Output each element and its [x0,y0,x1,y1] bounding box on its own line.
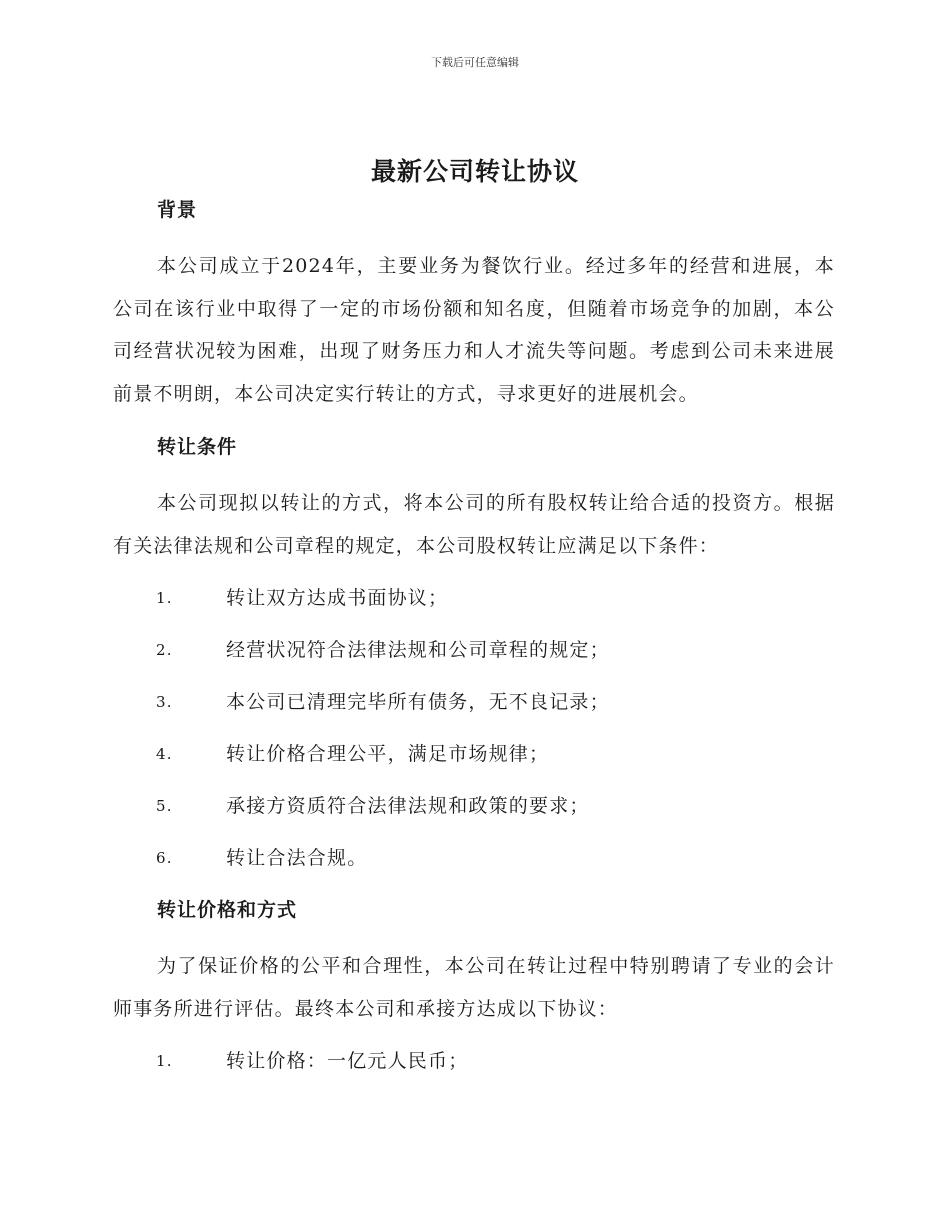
list-number: 3. [156,693,173,711]
list-text: 本公司已清理完毕所有债务，无不良记录； [226,691,610,713]
list-text: 转让价格合理公平，满足市场规律； [226,743,550,765]
list-item [113,843,835,895]
list-number: 2. [156,641,173,659]
list-number: 6. [156,849,173,867]
list-item [113,791,835,843]
list-text: 转让双方达成书面协议； [226,587,449,609]
section-heading: 背景 [157,199,198,221]
section-heading: 转让价格和方式 [157,899,298,921]
section-conditions [113,432,835,895]
list-number: 1. [156,1052,173,1070]
price-terms-list [113,1046,835,1098]
section-heading: 转让条件 [157,436,238,458]
list-number: 1. [156,589,173,607]
list-number: 4. [156,745,173,763]
page-title: 最新公司转让协议 [370,157,579,186]
list-item [113,583,835,635]
header-note: 下载后可任意编辑 [431,56,519,69]
paragraph: 为了保证价格的公平和合理性，本公司在转让过程中特别聘请了专业的会计师事务所进行评估。最终本公司和承接方达成以下协议： [113,955,835,1020]
list-number: 5. [156,797,173,815]
list-item [113,635,835,687]
list-item [113,739,835,791]
paragraph: 本公司现拟以转让的方式，将本公司的所有股权转让给合适的投资方。根据有关法律法规和公司章程的规定，本公司股权转让应满足以下条件： [113,492,835,557]
list-text: 转让合法合规。 [226,847,368,869]
list-text: 经营状况符合法律法规和公司章程的规定； [226,639,610,661]
paragraph: 本公司成立于2024年，主要业务为餐饮行业。经过多年的经营和进展，本公司在该行业中取得了一定的市场份额和知名度，但随着市场竞争的加剧，本公司经营状况较为困难，出现了财务压力和人才流失等问题。考虑到公司未来进展前景不明朗，本公司决定实行转让的方式，寻求更好的进展机会。 [113,255,835,405]
list-item [113,1046,835,1098]
list-text: 转让价格：一亿元人民币； [226,1050,469,1072]
list-text: 承接方资质符合法律法规和政策的要求； [226,795,590,817]
section-price-method [113,895,835,1098]
section-background [113,195,835,415]
document-body [113,195,835,1098]
list-item [113,687,835,739]
conditions-list [113,583,835,895]
